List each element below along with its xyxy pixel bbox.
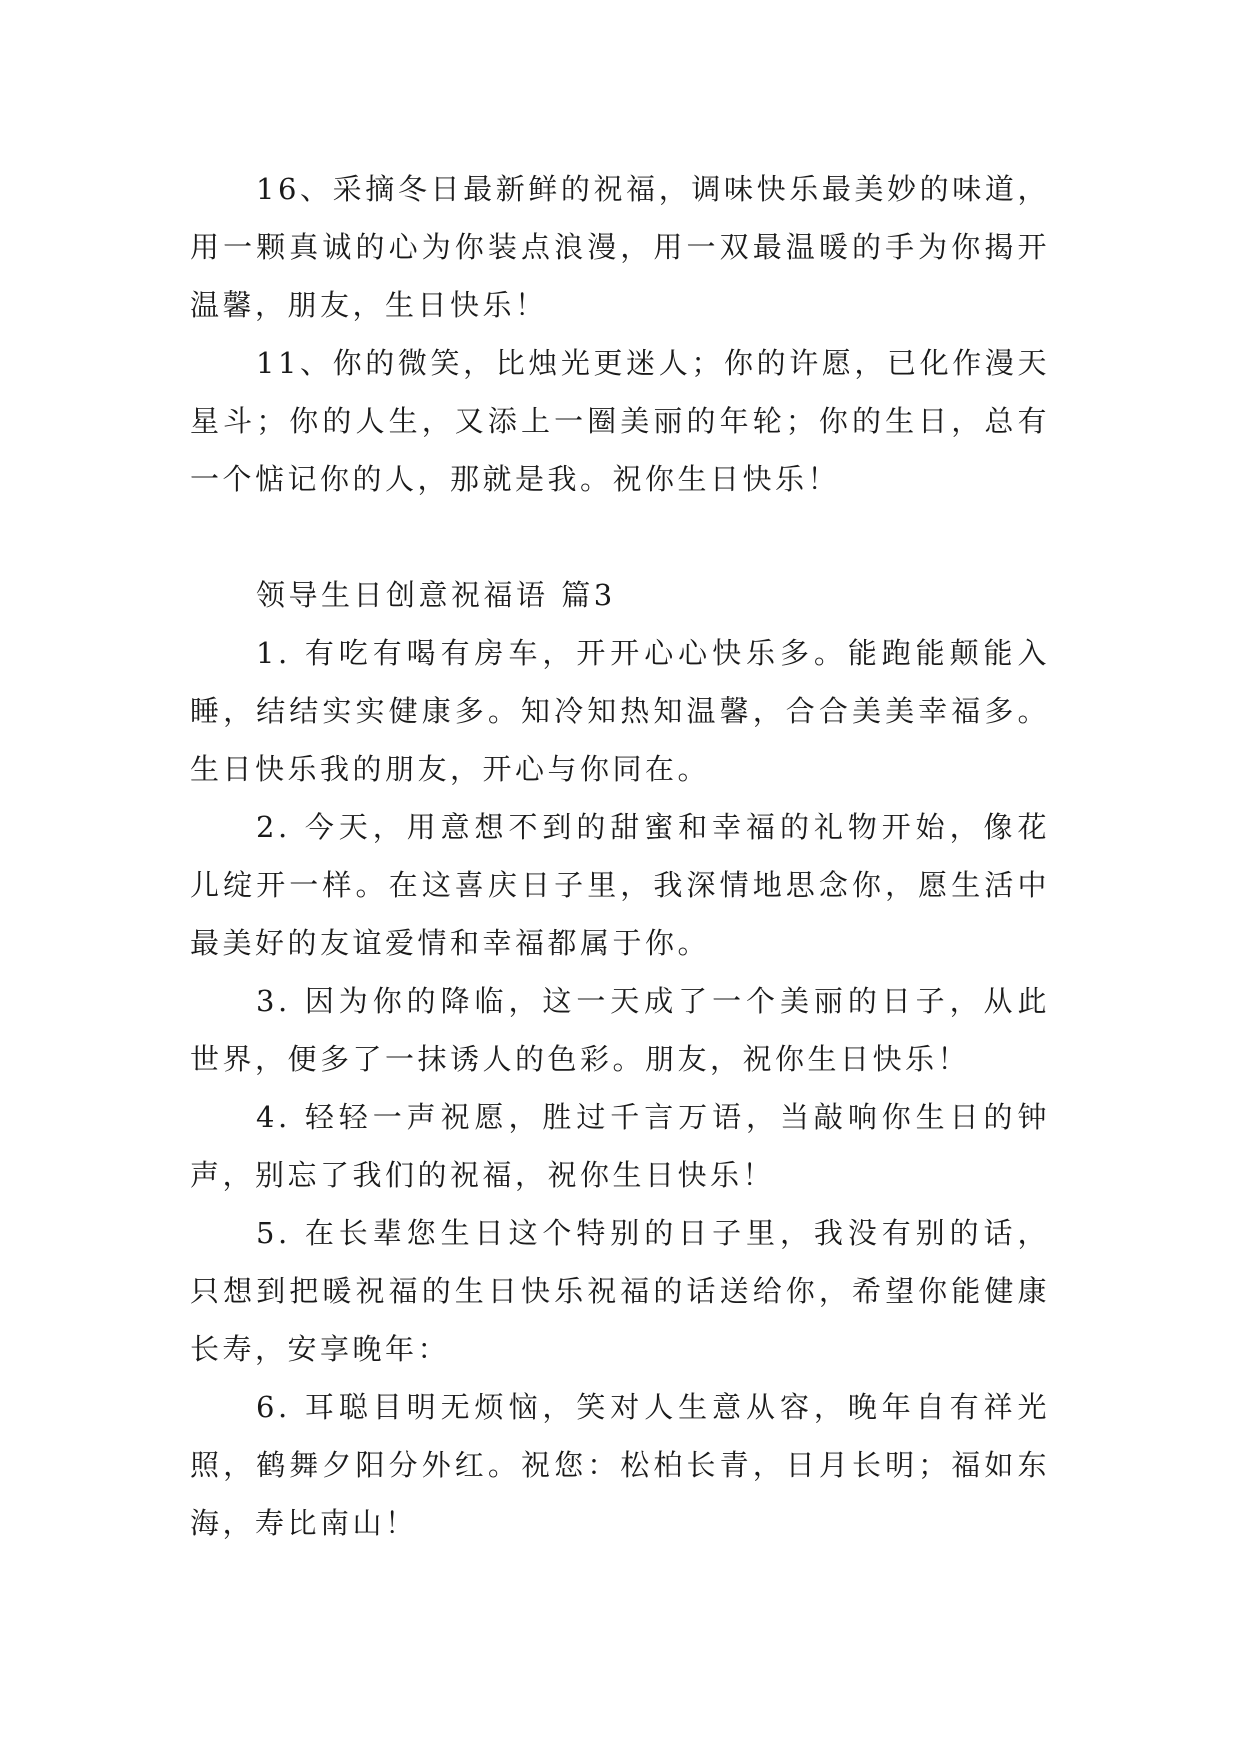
- paragraph-16: 16、采摘冬日最新鲜的祝福，调味快乐最美妙的味道，用一颗真诚的心为你装点浪漫，用一双最温暖的手为你揭开温馨，朋友，生日快乐！: [190, 172, 1050, 322]
- paragraph-item-4: 4. 轻轻一声祝愿，胜过千言万语，当敲响你生日的钟声，别忘了我们的祝福，祝你生日快乐！: [190, 1100, 1050, 1192]
- paragraph-item-2: 2. 今天，用意想不到的甜蜜和幸福的礼物开始，像花儿绽开一样。在这喜庆日子里，我深情地思念你，愿生活中最美好的友谊爱情和幸福都属于你。: [190, 810, 1050, 960]
- paragraph-item-6: 6. 耳聪目明无烦恼，笑对人生意从容，晚年自有祥光照，鹤舞夕阳分外红。祝您：松柏长青，日月长明；福如东海，寿比南山！: [190, 1390, 1050, 1540]
- document-body: [190, 160, 1050, 1552]
- paragraph-item-5: 5. 在长辈您生日这个特别的日子里，我没有别的话，只想到把暖祝福的生日快乐祝福的话送给你，希望你能健康长寿，安享晚年：: [190, 1216, 1050, 1366]
- section-title: 领导生日创意祝福语 篇3: [256, 578, 616, 612]
- paragraph-11: 11、你的微笑，比烛光更迷人；你的许愿，已化作漫天星斗；你的人生，又添上一圈美丽的年轮；你的生日，总有一个惦记你的人，那就是我。祝你生日快乐！: [190, 346, 1050, 496]
- paragraph-item-3: 3. 因为你的降临，这一天成了一个美丽的日子，从此世界，便多了一抹诱人的色彩。朋友，祝你生日快乐！: [190, 984, 1050, 1076]
- paragraph-item-1: 1. 有吃有喝有房车，开开心心快乐多。能跑能颠能入睡，结结实实健康多。知冷知热知温馨，合合美美幸福多。生日快乐我的朋友，开心与你同在。: [190, 636, 1050, 786]
